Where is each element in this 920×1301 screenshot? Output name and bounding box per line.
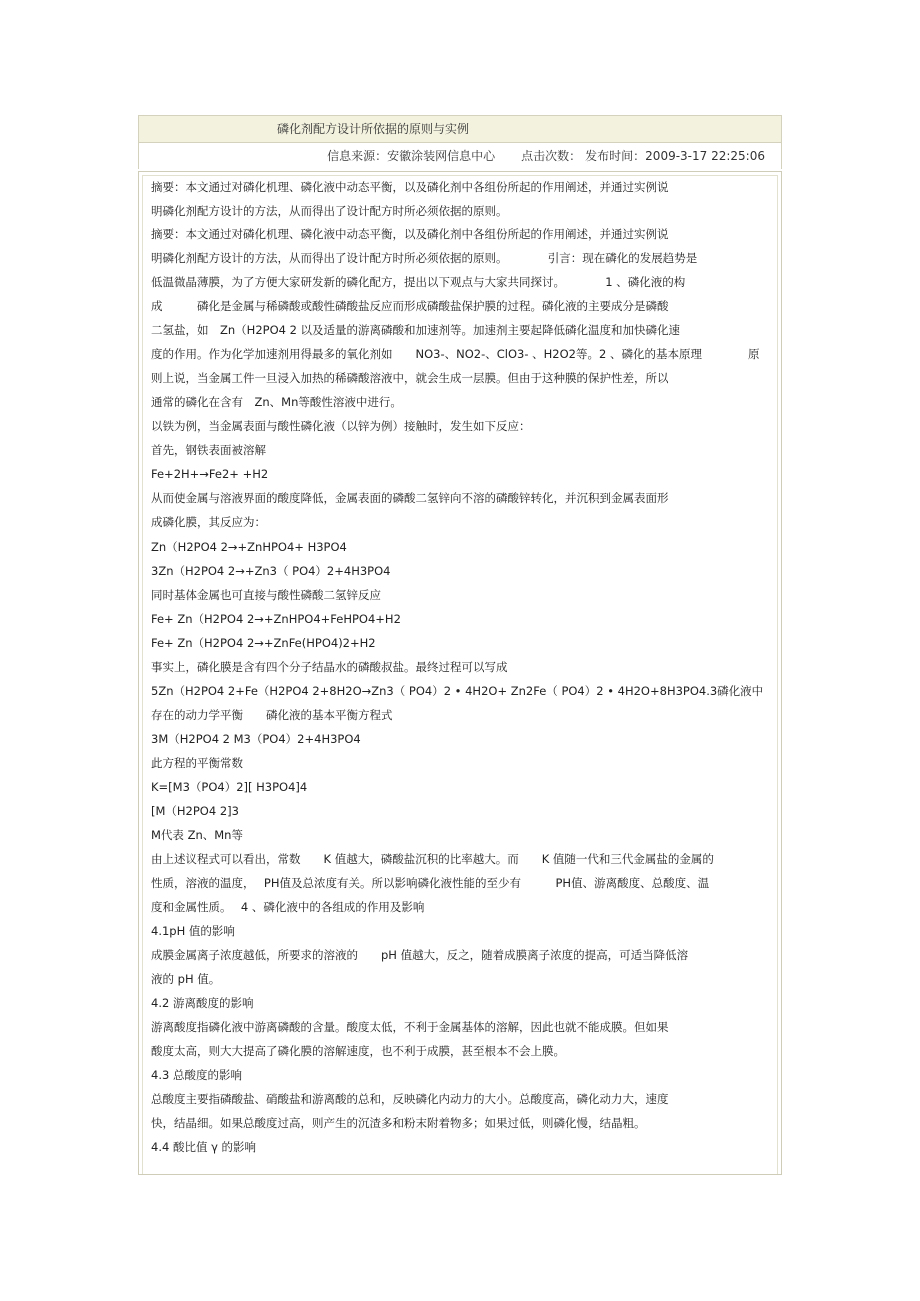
body-line: 酸度太高，则大大提高了磷化膜的溶解速度，也不利于成膜，甚至根本不会上膜。 [151, 1044, 565, 1058]
body-line: 4.1pH 值的影响 [151, 924, 235, 938]
body-line: 明磷化剂配方设计的方法，从而得出了设计配方时所必须依据的原则。 引言：现在磷化的发展趋势是 [151, 251, 698, 265]
body-line: 摘要：本文通过对磷化机理、磷化液中动态平衡，以及磷化剂中各组份所起的作用阐述，并通过实例说 [151, 227, 669, 241]
body-line: 摘要：本文通过对磷化机理、磷化液中动态平衡，以及磷化剂中各组份所起的作用阐述，并通过实例说 [151, 180, 669, 194]
body-line: 快，结晶细。如果总酸度过高，则产生的沉渣多和粉末附着物多；如果过低，则磷化慢，结晶粗。 [151, 1116, 646, 1130]
content-body [142, 175, 778, 1174]
meta-published: 发布时间：2009-3-17 22:25:06 [585, 149, 765, 163]
body-line: Fe+2H+→Fe2+ +H2 [151, 467, 269, 481]
body-line: 总酸度主要指磷酸盐、硝酸盐和游离酸的总和，反映磷化内动力的大小。总酸度高，磷化动力大，速度 [151, 1092, 669, 1106]
body-line: 3Zn（H2PO4 2→+Zn3（ PO4）2+4H3PO4 [151, 564, 391, 578]
content-box [138, 171, 782, 1175]
article [138, 115, 782, 1175]
body-line: 同时基体金属也可直接与酸性磷酸二氢锌反应 [151, 588, 381, 602]
meta-bar [138, 143, 782, 169]
body-line: 性质，溶液的温度， PH值及总浓度有关。所以影响磷化液性能的至少有 PH值、游离酸度、总酸度、温 [151, 876, 710, 890]
body-line: 则上说，当金属工件一旦浸入加热的稀磷酸溶液中，就会生成一层膜。但由于这种膜的保护性差，所以 [151, 371, 669, 385]
body-line: 二氢盐，如 Zn（H2PO4 2 以及适量的游离磷酸和加速剂等。加速剂主要起降低磷化温度和加快磷化速 [151, 323, 681, 337]
body-line: 由上述议程式可以看出，常数 K 值越大，磷酸盐沉积的比率越大。而 K 值随一代和三代金属盐的金属的 [151, 852, 714, 866]
body-line: 度和金属性质。 4 、磷化液中的各组成的作用及影响 [151, 900, 425, 914]
article-title: 磷化剂配方设计所依据的原则与实例 [277, 122, 470, 136]
body-line: 4.4 酸比值 γ 的影响 [151, 1140, 257, 1154]
body-line: 明磷化剂配方设计的方法，从而得出了设计配方时所必须依据的原则。 [151, 204, 508, 218]
body-line: [M（H2PO4 2]3 [151, 804, 239, 818]
body-line: 以铁为例，当金属表面与酸性磷化液（以锌为例）接触时，发生如下反应： [151, 419, 531, 433]
body-line: 事实上，磷化膜是含有四个分子结晶水的磷酸叔盐。最终过程可以写成 [151, 660, 508, 674]
body-line: M代表 Zn、Mn等 [151, 828, 243, 842]
body-line: 从而使金属与溶液界面的酸度降低，金属表面的磷酸二氢锌向不溶的磷酸锌转化，并沉积到金属表面形 [151, 491, 669, 505]
meta-source: 信息来源：安徽涂装网信息中心 [327, 149, 496, 163]
body-line: Fe+ Zn（H2PO4 2→+ZnHPO4+FeHPO4+H2 [151, 612, 401, 626]
body-line: 3M（H2PO4 2 M3（PO4）2+4H3PO4 [151, 732, 361, 746]
meta-clicks: 点击次数： [521, 149, 582, 163]
body-line: 4.3 总酸度的影响 [151, 1068, 242, 1082]
body-line: 成磷化膜，其反应为： [151, 515, 266, 529]
body-line: 4.2 游离酸度的影响 [151, 996, 254, 1010]
body-line: 成 磷化是金属与稀磷酸或酸性磷酸盐反应而形成磷酸盐保护膜的过程。磷化液的主要成分是磷酸 [151, 299, 669, 313]
article-meta [323, 148, 765, 164]
body-line: 通常的磷化在含有 Zn、Mn等酸性溶液中进行。 [151, 395, 402, 409]
body-line: 此方程的平衡常数 [151, 756, 243, 770]
body-line: 存在的动力学平衡 磷化液的基本平衡方程式 [151, 708, 393, 722]
body-line: 首先，钢铁表面被溶解 [151, 443, 266, 457]
body-line: 低温微晶薄膜，为了方便大家研发新的磷化配方，提出以下观点与大家共同探讨。 1 、磷化液的构 [151, 275, 686, 289]
title-bar [138, 115, 782, 143]
body-line: 成膜金属离子浓度越低，所要求的溶液的 pH 值越大，反之，随着成膜离子浓度的提高，可适当降低溶 [151, 948, 689, 962]
body-line: 液的 pH 值。 [151, 972, 221, 986]
body-line: Zn（H2PO4 2→+ZnHPO4+ H3PO4 [151, 540, 347, 554]
body-line: 5Zn（H2PO4 2+Fe（H2PO4 2+8H2O→Zn3（ PO4）2 • 4H2O+ Zn2Fe（ PO4）2 • 4H2O+8H3PO4.3磷化液中 [151, 684, 764, 698]
body-line: K=[M3（PO4）2][ H3PO4]4 [151, 780, 308, 794]
body-line: Fe+ Zn（H2PO4 2→+ZnFe(HPO4)2+H2 [151, 636, 376, 650]
body-line: 游离酸度指磷化液中游离磷酸的含量。酸度太低，不利于金属基体的溶解，因此也就不能成膜。但如果 [151, 1020, 669, 1034]
body-line: 度的作用。作为化学加速剂用得最多的氧化剂如 NO3-、NO2-、ClO3- 、H2O2等。2 、磷化的基本原理 原 [151, 347, 760, 361]
